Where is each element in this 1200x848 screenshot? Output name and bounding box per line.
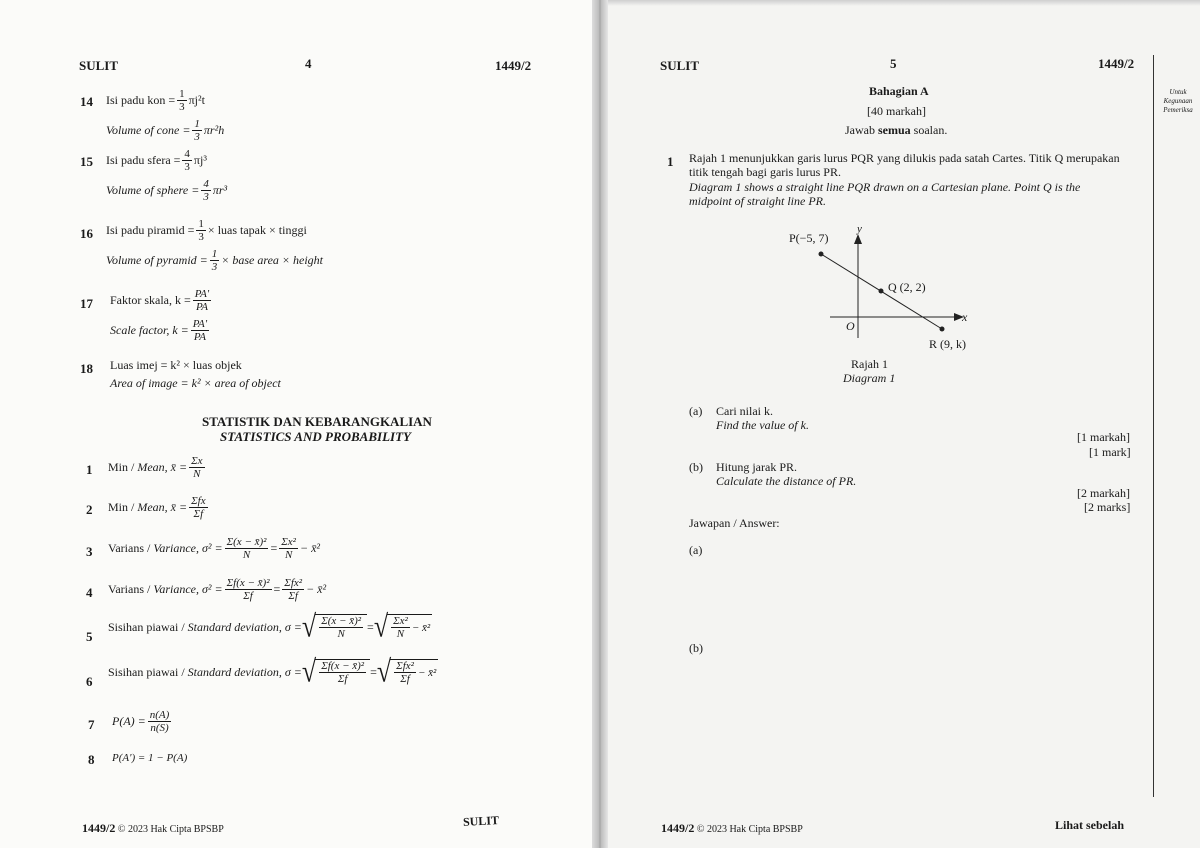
footer-turn-over: Lihat sebelah [1055, 818, 1125, 832]
part-text-en: Find the value of k. [716, 418, 809, 432]
formula-number: 3 [86, 544, 93, 559]
formula-ms: Isi padu sfera = $\frac{4}{3}$ πj³ [106, 148, 207, 173]
paper-code: 1449/2 [1098, 56, 1135, 71]
marks-ms: [1 markah] [1077, 430, 1130, 444]
mean-formula: Min / Mean, x̄ = $\frac{\text{Σfx}}{\Sigma f}$ [108, 495, 206, 520]
label-x: x [962, 310, 968, 324]
label-r: R (9, k) [929, 337, 966, 351]
label-p: P(−5, 7) [789, 231, 829, 245]
answer-a-label: (a) [689, 543, 703, 557]
question-text-en: midpoint of straight line PR. [689, 194, 826, 208]
probability-formula: P(A) = $\frac{n(A)}{n(S)}$ [112, 709, 170, 734]
formula-number: 2 [86, 502, 93, 517]
part-text-en: Calculate the distance of PR. [716, 474, 857, 488]
formula-en: Scale factor, k = $\frac{PA'}{PA}$ [110, 318, 208, 343]
formula-ms: Faktor skala, k = $\frac{PA'}{PA}$ [110, 288, 210, 313]
question-text-ms: titik tengah bagi garis lurus PR. [689, 165, 841, 179]
marks-en: [2 marks] [1084, 500, 1131, 514]
footer-sulit: SULIT [462, 813, 500, 829]
section-title: STATISTIK DAN KEBARANGKALIAN [202, 414, 432, 429]
examiner-margin-line [1153, 55, 1154, 797]
footer-copyright: 1449/2 © 2023 Hak Cipta BPSBP [661, 821, 803, 835]
header-sulit: SULIT [660, 58, 700, 73]
question-number: 1 [667, 154, 674, 169]
point-r [940, 327, 945, 332]
instruction: Jawab semua soalan. [845, 123, 948, 137]
answer-b-label: (b) [689, 641, 703, 655]
formula-ms: Isi padu piramid = $\frac{1}{3}$ × luas tapak × tinggi [106, 218, 307, 243]
mean-formula: Min / Mean, x̄ = $\frac{\Sigma x}{N}$ [108, 455, 203, 480]
part-label: (a) [689, 404, 703, 418]
formula-en: Volume of sphere = $\frac{4}{3}$ πr³ [106, 178, 228, 203]
examiner-note: Untuk Kegunaan Pemeriksa [1163, 88, 1193, 114]
formula-number: 1 [86, 462, 93, 477]
formula-en: Volume of cone = $\frac{1}{3}$ πr²h [106, 118, 225, 143]
formula-number: 15 [80, 154, 93, 169]
total-marks: [40 markah] [867, 104, 926, 118]
formula-en: Volume of pyramid = $\frac{1}{3}$ × base area × height [106, 248, 324, 273]
formula-number: 8 [88, 752, 95, 767]
book-gutter [592, 0, 608, 848]
point-p [819, 252, 824, 257]
variance-formula: Varians / Variance, σ² = $\frac{\text{Σ(x − x̄)²}}{N}$ = $\frac{\text{Σx²}}{N}$ − x̄² [108, 536, 320, 561]
formula-number: 5 [86, 629, 93, 644]
left-page [0, 0, 598, 848]
marks-ms: [2 markah] [1077, 486, 1130, 500]
formula-number: 16 [80, 226, 93, 241]
diagram-caption-en: Diagram 1 [843, 371, 896, 385]
page-number: 5 [890, 56, 897, 71]
point-q [879, 289, 884, 294]
formula-number: 17 [80, 296, 93, 311]
formula-number: 18 [80, 361, 93, 376]
std-dev-formula: Sisihan piawai / Standard deviation, σ = √ $\frac{\text{Σ(x − x̄)²}}{N}$ = √ $\frac{\text{Σx²}}{N}$ − x̄² [108, 609, 431, 644]
formula-number: 4 [86, 585, 93, 600]
formula-number: 14 [80, 94, 93, 109]
footer-copyright: 1449/2 © 2023 Hak Cipta BPSBP [82, 821, 224, 835]
std-dev-formula: Sisihan piawai / Standard deviation, σ = √ $\frac{\text{Σf(x − x̄)²}}{\Sigma f}$ = √ $\frac{\text{Σfx²}}{\Sigma f}$ − x̄² [108, 654, 437, 689]
part-label: (b) [689, 460, 703, 474]
section-title-en: STATISTICS AND PROBABILITY [220, 429, 411, 444]
part-text-ms: Hitung jarak PR. [716, 460, 797, 474]
question-text-en: Diagram 1 shows a straight line PQR drawn on a Cartesian plane. Point Q is the [689, 180, 1081, 194]
formula-number: 7 [88, 717, 95, 732]
section-title: Bahagian A [869, 84, 929, 98]
label-o: O [846, 319, 855, 333]
y-axis-arrow-icon [854, 234, 862, 244]
complement-formula: P(A') = 1 − P(A) [112, 752, 188, 764]
header-sulit: SULIT [79, 58, 119, 73]
paper-code: 1449/2 [495, 58, 532, 73]
variance-formula: Varians / Variance, σ² = $\frac{\text{Σf(x − x̄)²}}{\Sigma f}$ = $\frac{\text{Σfx²}}{\Sigma f}$ − x̄² [108, 577, 327, 602]
label-y: y [857, 223, 862, 235]
formula-en: Area of image = k² × area of object [110, 376, 281, 390]
part-text-ms: Cari nilai k. [716, 404, 773, 418]
label-q: Q (2, 2) [888, 280, 926, 294]
formula-ms: Isi padu kon = $\frac{1}{3}$ πj²t [106, 88, 205, 113]
page-number: 4 [305, 56, 312, 71]
answer-label: Jawapan / Answer: [689, 516, 780, 530]
formula-number: 6 [86, 674, 93, 689]
diagram-caption-ms: Rajah 1 [851, 357, 888, 371]
question-text-ms: Rajah 1 menunjukkan garis lurus PQR yang dilukis pada satah Cartes. Titik Q merupakan [689, 151, 1120, 165]
formula-ms: Luas imej = k² × luas objek [110, 358, 242, 372]
marks-en: [1 mark] [1089, 445, 1131, 459]
